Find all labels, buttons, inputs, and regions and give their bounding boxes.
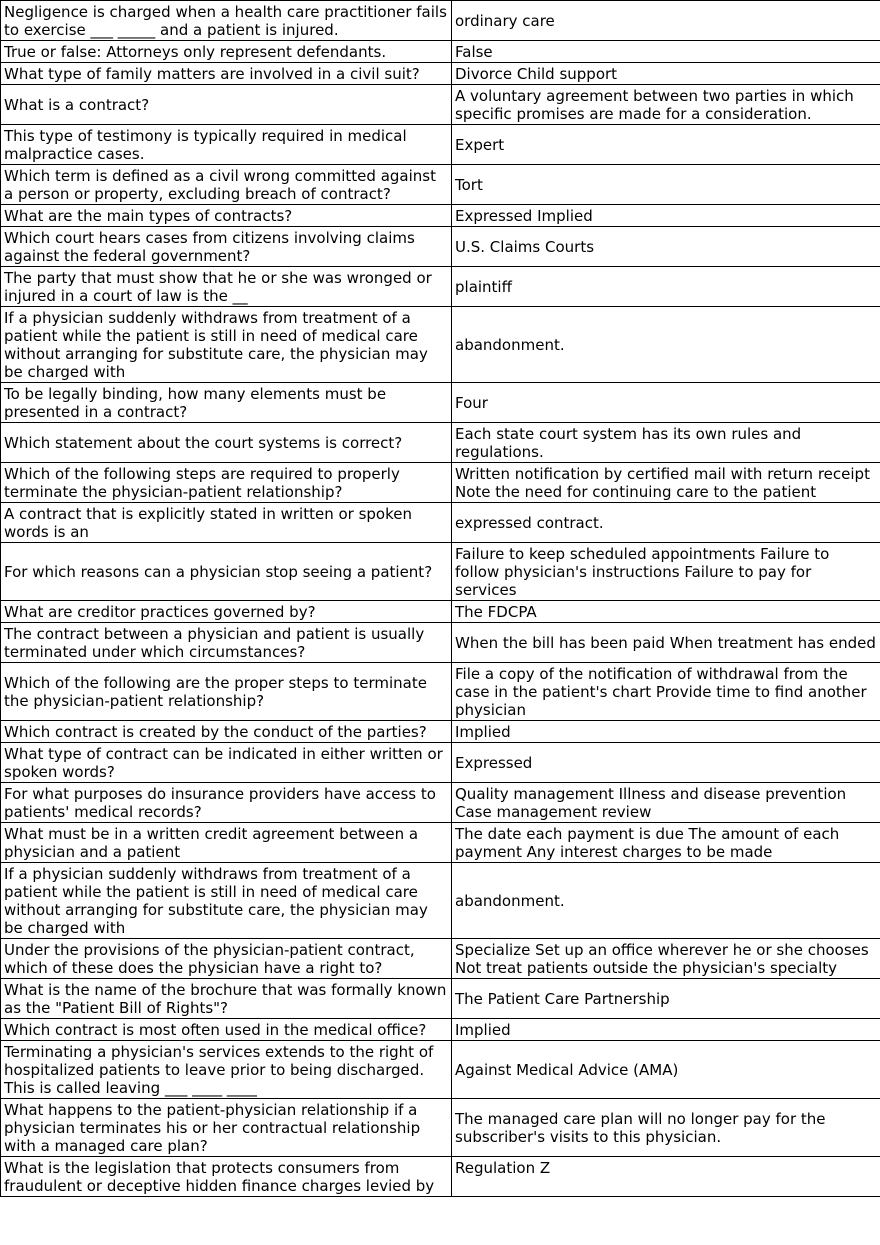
table-row (1, 1157, 880, 1197)
answer-cell: Against Medical Advice (AMA) (452, 1041, 880, 1099)
answer-cell: abandonment. (452, 307, 880, 383)
question-cell: Which of the following are the proper steps to terminate the physician-patient relationship? (1, 663, 452, 721)
answer-cell: The date each payment is due The amount of each payment Any interest charges to be made (452, 823, 880, 863)
answer-cell: Written notification by certified mail with return receipt Note the need for continuing care to the patient (452, 463, 880, 503)
answer-cell: Tort (452, 165, 880, 205)
answer-cell: When the bill has been paid When treatment has ended (452, 623, 880, 663)
answer-cell: Divorce Child support (452, 63, 880, 85)
table-row (1, 1041, 880, 1099)
question-cell: Under the provisions of the physician-patient contract, which of these does the physician have a right to? (1, 939, 452, 979)
answer-cell: Specialize Set up an office wherever he or she chooses Not treat patients outside the physician's specialty (452, 939, 880, 979)
answer-cell: ordinary care (452, 1, 880, 41)
question-cell: For which reasons can a physician stop seeing a patient? (1, 543, 452, 601)
question-cell: Which of the following steps are required to properly terminate the physician-patient relationship? (1, 463, 452, 503)
question-cell: What are the main types of contracts? (1, 205, 452, 227)
table-row (1, 85, 880, 125)
answer-cell: expressed contract. (452, 503, 880, 543)
question-cell: If a physician suddenly withdraws from treatment of a patient while the patient is still in need of medical care without arranging for substitute care, the physician may be charged with (1, 307, 452, 383)
table-row (1, 1099, 880, 1157)
question-cell: A contract that is explicitly stated in written or spoken words is an (1, 503, 452, 543)
table-row (1, 543, 880, 601)
answer-cell: False (452, 41, 880, 63)
table-row (1, 623, 880, 663)
answer-cell: Quality management Illness and disease prevention Case management review (452, 783, 880, 823)
answer-cell: Expressed (452, 743, 880, 783)
question-cell: What is the legislation that protects consumers from fraudulent or deceptive hidden finance charges levied by (1, 1157, 452, 1197)
answer-cell: Expressed Implied (452, 205, 880, 227)
answer-cell: Four (452, 383, 880, 423)
table-row (1, 1, 880, 41)
table-row (1, 463, 880, 503)
answer-cell: Regulation Z (452, 1157, 880, 1197)
table-row (1, 743, 880, 783)
answer-cell: Failure to keep scheduled appointments Failure to follow physician's instructions Failure to pay for services (452, 543, 880, 601)
question-cell: What type of contract can be indicated in either written or spoken words? (1, 743, 452, 783)
question-cell: What happens to the patient-physician relationship if a physician terminates his or her contractual relationship with a managed care plan? (1, 1099, 452, 1157)
question-cell: Which contract is most often used in the medical office? (1, 1019, 452, 1041)
table-row (1, 307, 880, 383)
question-cell: True or false: Attorneys only represent defendants. (1, 41, 452, 63)
table-row (1, 63, 880, 85)
answer-cell: Expert (452, 125, 880, 165)
question-cell: The contract between a physician and patient is usually terminated under which circumstances? (1, 623, 452, 663)
table-row (1, 205, 880, 227)
table-row (1, 663, 880, 721)
question-cell: Terminating a physician's services extends to the right of hospitalized patients to leave prior to being discharged. This is called leaving ___ ____ ____ (1, 1041, 452, 1099)
question-cell: This type of testimony is typically required in medical malpractice cases. (1, 125, 452, 165)
answer-cell: The managed care plan will no longer pay for the subscriber's visits to this physician. (452, 1099, 880, 1157)
answer-cell: U.S. Claims Courts (452, 227, 880, 267)
question-cell: Which contract is created by the conduct of the parties? (1, 721, 452, 743)
flashcard-table-body (1, 1, 880, 1197)
table-row (1, 503, 880, 543)
question-cell: Negligence is charged when a health care practitioner fails to exercise ___ _____ and a patient is injured. (1, 1, 452, 41)
table-row (1, 863, 880, 939)
table-row (1, 267, 880, 307)
answer-cell: abandonment. (452, 863, 880, 939)
table-row (1, 125, 880, 165)
table-row (1, 1019, 880, 1041)
answer-cell: Each state court system has its own rules and regulations. (452, 423, 880, 463)
answer-cell: Implied (452, 721, 880, 743)
question-cell: What is the name of the brochure that was formally known as the "Patient Bill of Rights"? (1, 979, 452, 1019)
answer-cell: Implied (452, 1019, 880, 1041)
table-row (1, 939, 880, 979)
table-row (1, 165, 880, 205)
answer-cell: plaintiff (452, 267, 880, 307)
question-cell: What must be in a written credit agreement between a physician and a patient (1, 823, 452, 863)
table-row (1, 423, 880, 463)
question-cell: What type of family matters are involved in a civil suit? (1, 63, 452, 85)
question-cell: What are creditor practices governed by? (1, 601, 452, 623)
table-row (1, 979, 880, 1019)
answer-cell: A voluntary agreement between two parties in which specific promises are made for a consideration. (452, 85, 880, 125)
table-row (1, 383, 880, 423)
table-row (1, 823, 880, 863)
question-cell: Which statement about the court systems is correct? (1, 423, 452, 463)
question-cell: To be legally binding, how many elements must be presented in a contract? (1, 383, 452, 423)
answer-cell: File a copy of the notification of withdrawal from the case in the patient's chart Provide time to find another physician (452, 663, 880, 721)
table-row (1, 41, 880, 63)
answer-cell: The Patient Care Partnership (452, 979, 880, 1019)
question-cell: Which term is defined as a civil wrong committed against a person or property, excluding breach of contract? (1, 165, 452, 205)
table-row (1, 783, 880, 823)
question-cell: Which court hears cases from citizens involving claims against the federal government? (1, 227, 452, 267)
table-row (1, 721, 880, 743)
question-cell: What is a contract? (1, 85, 452, 125)
table-row (1, 601, 880, 623)
answer-cell: The FDCPA (452, 601, 880, 623)
question-cell: For what purposes do insurance providers have access to patients' medical records? (1, 783, 452, 823)
question-cell: The party that must show that he or she was wronged or injured in a court of law is the __ (1, 267, 452, 307)
question-cell: If a physician suddenly withdraws from treatment of a patient while the patient is still in need of medical care without arranging for substitute care, the physician may be charged with (1, 863, 452, 939)
table-row (1, 227, 880, 267)
